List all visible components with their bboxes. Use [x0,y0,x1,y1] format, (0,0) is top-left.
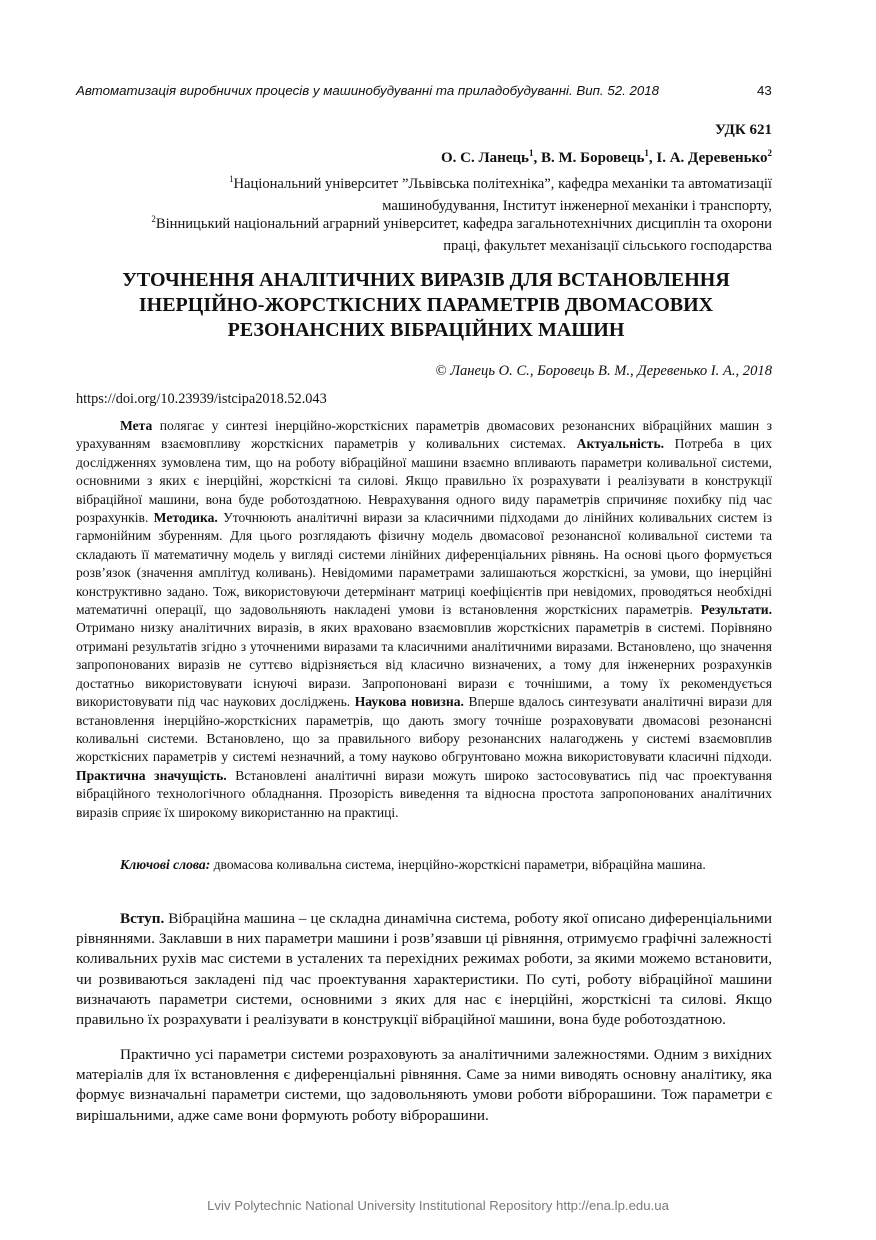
author-3-affil-mark: 2 [767,148,772,158]
abstract-relevance: Потреба в цих дослідженнях зумовлена тим, що на роботу вібраційної машини взаємно впливають параметри коливальної системи, основними з яких є інерційні, жорсткісні та силові. Якщо правильно їх розрахувати і реалізувати в конструкції вібраційної машини, вона буде роботоздатною. Неврахування одного виду параметрів спричиняє похибку під час розрахунків. [76,436,772,526]
author-1: О. С. Ланець [440,150,529,166]
abstract-goal-label: Мета [120,418,153,433]
author-list [441,150,772,167]
udk-code: УДК 621 [715,122,772,138]
paper-title: УТОЧНЕННЯ АНАЛІТИЧНИХ ВИРАЗІВ ДЛЯ ВСТАНОВЛЕННЯ ІНЕРЦІЙНО-ЖОРСТКІСНИХ ПАРАМЕТРІВ ДВОМАСОВИХ РЕЗОНАНСНИХ ВІБРАЦІЙНИХ МАШИН [122,269,730,341]
copyright-line: © Ланець О. С., Боровець В. М., Деревенько І. А., 2018 [435,363,772,379]
affiliation-2 [132,213,772,257]
affiliation-1-mark: 1 [228,174,234,185]
keywords-label: Ключові слова: [120,857,211,872]
keywords [76,855,772,875]
repository-footer: Lviv Polytechnic National University Institutional Repository http://ena.lp.edu.ua [207,1198,669,1213]
abstract-novelty: Вперше вдалось синтезувати аналітичні вирази для встановлення інерційно-жорсткісних параметрів, що дають змогу точніше розраховувати двомасові резонансні коливальні системи. Встановлено, що за правильного вибору резонансних налагоджень у системі взаємовплив жорсткісних параметрів у системі незначний, а тому науково обгрунтовано можна використовувати класичні підходи. [76,694,772,765]
author-separator: , [648,150,657,166]
author-2: В. М. Боровець [541,150,645,166]
abstract-practical-label: Практична значущість. [76,767,227,783]
abstract [76,417,772,822]
author-1-affil-mark: 1 [529,148,534,158]
affiliation-1-text: Національний університет ”Львівська політехніка”, кафедра механіки та автоматизації машинобудування, Інститут інженерної механіки і транспорту, [233,176,772,214]
abstract-results-label: Результати. [700,602,772,618]
keywords-text: двомасова коливальна система, інерційно-жорсткісні параметри, вібраційна машина. [210,857,706,872]
affiliation-1 [132,173,772,217]
abstract-results: Отримано низку аналітичних виразів, в яких враховано взаємовплив жорсткісних параметрів в системі. Порівняно отримані результатів згідно з уточненими виразами та класичними аналітичними виразами. Встановлено, що значення запропонованих виразів не суттєво відрізняється від класично визначених, а тому для інженерних розрахунків достатньо використовувати існуючі вирази. Запропоновані вирази є точнішими, а тому їх рекомендується використовувати під час наукових досліджень. [76,620,772,710]
affiliation-2-text: Вінницький національний аграрний університет, кафедра загальнотехнічних дисциплін та охорони праці, факультет механізації сільського господарства [155,216,772,254]
affiliation-2-mark: 2 [151,214,156,225]
doi-link[interactable]: https://doi.org/10.23939/istcipa2018.52.043 [76,391,327,407]
page-number: 43 [757,83,772,98]
author-2-affil-mark: 1 [644,148,649,158]
abstract-practical: Встановлені аналітичні вирази можуть широко застосовуватись під час проектування вібраційного технологічного обладнання. Прозорість виведення та відносна простота запропонованих аналітичних виразів сприяє їх широкому використанню на практиці. [76,767,772,820]
journal-header [76,83,776,98]
intro-label: Вступ. [120,910,165,927]
intro-paragraph-1 [76,909,772,1030]
abstract-method-label: Методика. [153,510,218,526]
intro-text-1: Вібраційна машина – це складна динамічна система, роботу якої описано диференціальними рівняннями. Заклавши в них параметри машини і розв’язавши ці рівняння, отримуємо графічні залежності коливальних рухів мас системи в усталених та перехідних режимах роботи, за якими можемо встановити, чи розвиваються закладені під час проектування характеристики. По суті, роботу вібраційної машини визначають параметри системи, основними з яких для нас є інерційні, жорсткісні та силові. Якщо правильно їх розрахувати і реалізувати в конструкції вібраційної машини, вона буде роботоздатною. [76,910,772,1029]
author-separator: , [533,150,541,166]
intro-paragraph-2: Практично усі параметри системи розраховують за аналітичними залежностями. Одним з вихідних матеріалів для їх встановлення є диференціальні рівняння. Саме за ними виводять основну аналітику, яка формує визначальні параметри системи, що задовольняють умови роботи віброрашини. Тож параметри є вирішальними, адже саме вони формують роботу віброрашини. [76,1046,772,1124]
author-3: І. А. Деревенько [656,150,768,166]
journal-title: Автоматизація виробничих процесів у машинобудуванні та приладобудуванні. Вип. 52. 2018 [76,83,660,98]
abstract-method: Уточнюють аналітичні вирази за класичними підходами до лінійних коливальних систем із гармонійним збуренням. Для цього розглядають фізичну модель двомасової резонансної коливальної системи та складають її математичну модель у вигляді системи лінійних диференціальних рівнянь. На основі цього формується розв’язок (значення амплітуд коливань). Невідомими параметрами залишаються жорсткісні, за умови, що інерційні конструктивно задано. Тож, використовуючи детермінант матриці коефіцієнтів при невідомих, проводяться необхідні математичні операції, що задовольняють накладені умови із встановлення жорсткісних параметрів. [76,510,772,618]
abstract-goal: полягає у синтезі інерційно-жорсткісних параметрів двомасових резонансних вібраційних машин з урахуванням взаємовпливу жорсткісних параметрів у коливальних системах. [76,418,772,452]
abstract-novelty-label: Наукова новизна. [354,694,464,710]
abstract-relevance-label: Актуальність. [576,436,665,452]
